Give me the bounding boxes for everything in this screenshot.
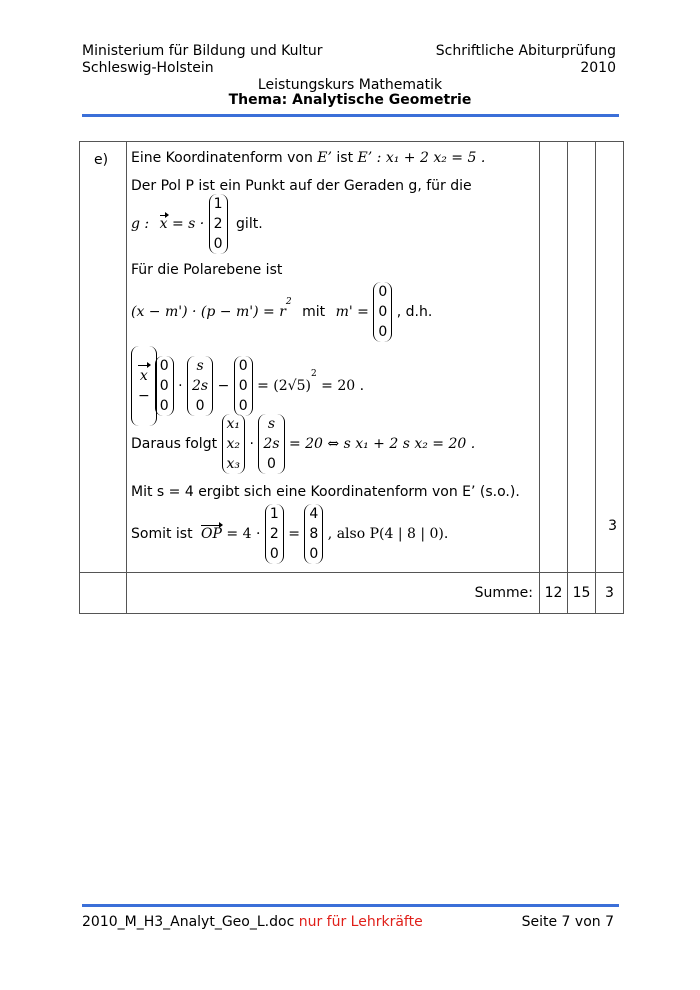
line-polar-equation	[131, 282, 432, 342]
task-label	[80, 142, 127, 573]
summary-row	[80, 573, 624, 614]
plane-name: E’	[317, 150, 332, 166]
course-title: Leistungskurs Mathematik	[257, 77, 443, 93]
exponent: 2	[285, 297, 292, 307]
polar-equation: (x − m') · (p − m') = r	[131, 304, 286, 320]
summary-value-1: 12	[540, 573, 568, 614]
line-line-g	[131, 194, 263, 254]
vector-op: OP	[201, 526, 222, 542]
summary-empty	[80, 573, 127, 614]
state-name: Schleswig-Holstein	[82, 60, 214, 76]
table-row	[80, 142, 624, 573]
zero-vector: 0 0 0	[155, 356, 174, 416]
footer-divider	[82, 904, 619, 907]
plane-name: E’ :	[357, 150, 382, 166]
summary-value-3: 3	[596, 573, 624, 614]
text: Daraus folgt	[131, 436, 218, 452]
page-number: Seite 7 von 7	[521, 914, 614, 930]
line-polar-intro: Für die Polarebene ist	[131, 262, 283, 278]
line-pole: Der Pol P ist ein Punkt auf der Geraden g, für die	[131, 178, 472, 194]
points-col-3	[596, 142, 624, 573]
vector-x: x	[159, 216, 168, 232]
vector-2: 4 8 0	[304, 504, 323, 564]
topic-title: Thema: Analytische Geometrie	[228, 92, 472, 108]
s-vector: s 2s 0	[187, 356, 213, 416]
task-label-text: e)	[94, 152, 109, 168]
points-value: 3	[608, 518, 617, 534]
s-vector: s 2s 0	[258, 414, 284, 474]
solution-cell	[127, 142, 540, 573]
equation: x₁ + 2 x₂ = 5 .	[385, 150, 486, 166]
text: mit	[302, 304, 326, 320]
points-col-1	[540, 142, 568, 573]
exam-title: Schriftliche Abiturprüfung	[435, 43, 616, 59]
direction-vector: 1 2 0	[209, 194, 228, 254]
equation-part: = 4 ·	[226, 526, 261, 542]
line-mit-s: Mit s = 4 ergibt sich eine Koordinatenform von E’ (s.o.).	[131, 484, 520, 500]
text: ist	[336, 150, 354, 166]
ministry-name: Ministerium für Bildung und Kultur	[82, 43, 323, 59]
header-divider	[82, 114, 619, 117]
text: gilt.	[236, 216, 263, 232]
minus-operator: −	[217, 378, 230, 394]
point-result: , also P(4 | 8 | 0).	[327, 526, 449, 542]
line-somit	[131, 504, 448, 568]
exam-year: 2010	[580, 60, 616, 76]
dot-operator: ·	[178, 378, 183, 394]
equation-part: = s ·	[171, 216, 205, 232]
line-label: g :	[131, 216, 150, 232]
line-daraus: Daraus folgt x₁ x₂ x₃ · s 2s 0 = 20 ⇔ s x₁ + 2 s x₂ = 20 .	[131, 416, 476, 472]
summary-label: Summe:	[127, 573, 540, 614]
text: Eine Koordinatenform von	[131, 150, 313, 166]
equation: = 20 ⇔ s x₁ + 2 s x₂ = 20 .	[288, 436, 476, 452]
x-vector: x₁ x₂ x₃	[222, 414, 246, 474]
file-name: 2010_M_H3_Analyt_Geo_L.doc	[82, 914, 295, 930]
vector-x: x	[139, 368, 148, 384]
text: Somit ist	[131, 526, 193, 542]
center-vector-label: m' =	[335, 304, 369, 320]
solution-table	[79, 141, 624, 614]
line-coordinate-form	[131, 148, 485, 168]
points-col-2	[568, 142, 596, 573]
radius-squared: = (2√5)	[257, 378, 311, 394]
footer-left	[82, 914, 423, 931]
exponent: 2	[310, 369, 317, 379]
teacher-note: nur für Lehrkräfte	[298, 914, 423, 930]
difference-vector: x −	[131, 346, 157, 426]
summary-value-2: 15	[568, 573, 596, 614]
equation-result: = 20 .	[321, 378, 365, 394]
equals: =	[288, 526, 300, 542]
text: , d.h.	[396, 304, 433, 320]
line-polar-expanded	[131, 346, 365, 414]
zero-vector: 0 0 0	[234, 356, 253, 416]
vector-1: 1 2 0	[265, 504, 284, 564]
center-vector: 0 0 0	[373, 282, 392, 342]
